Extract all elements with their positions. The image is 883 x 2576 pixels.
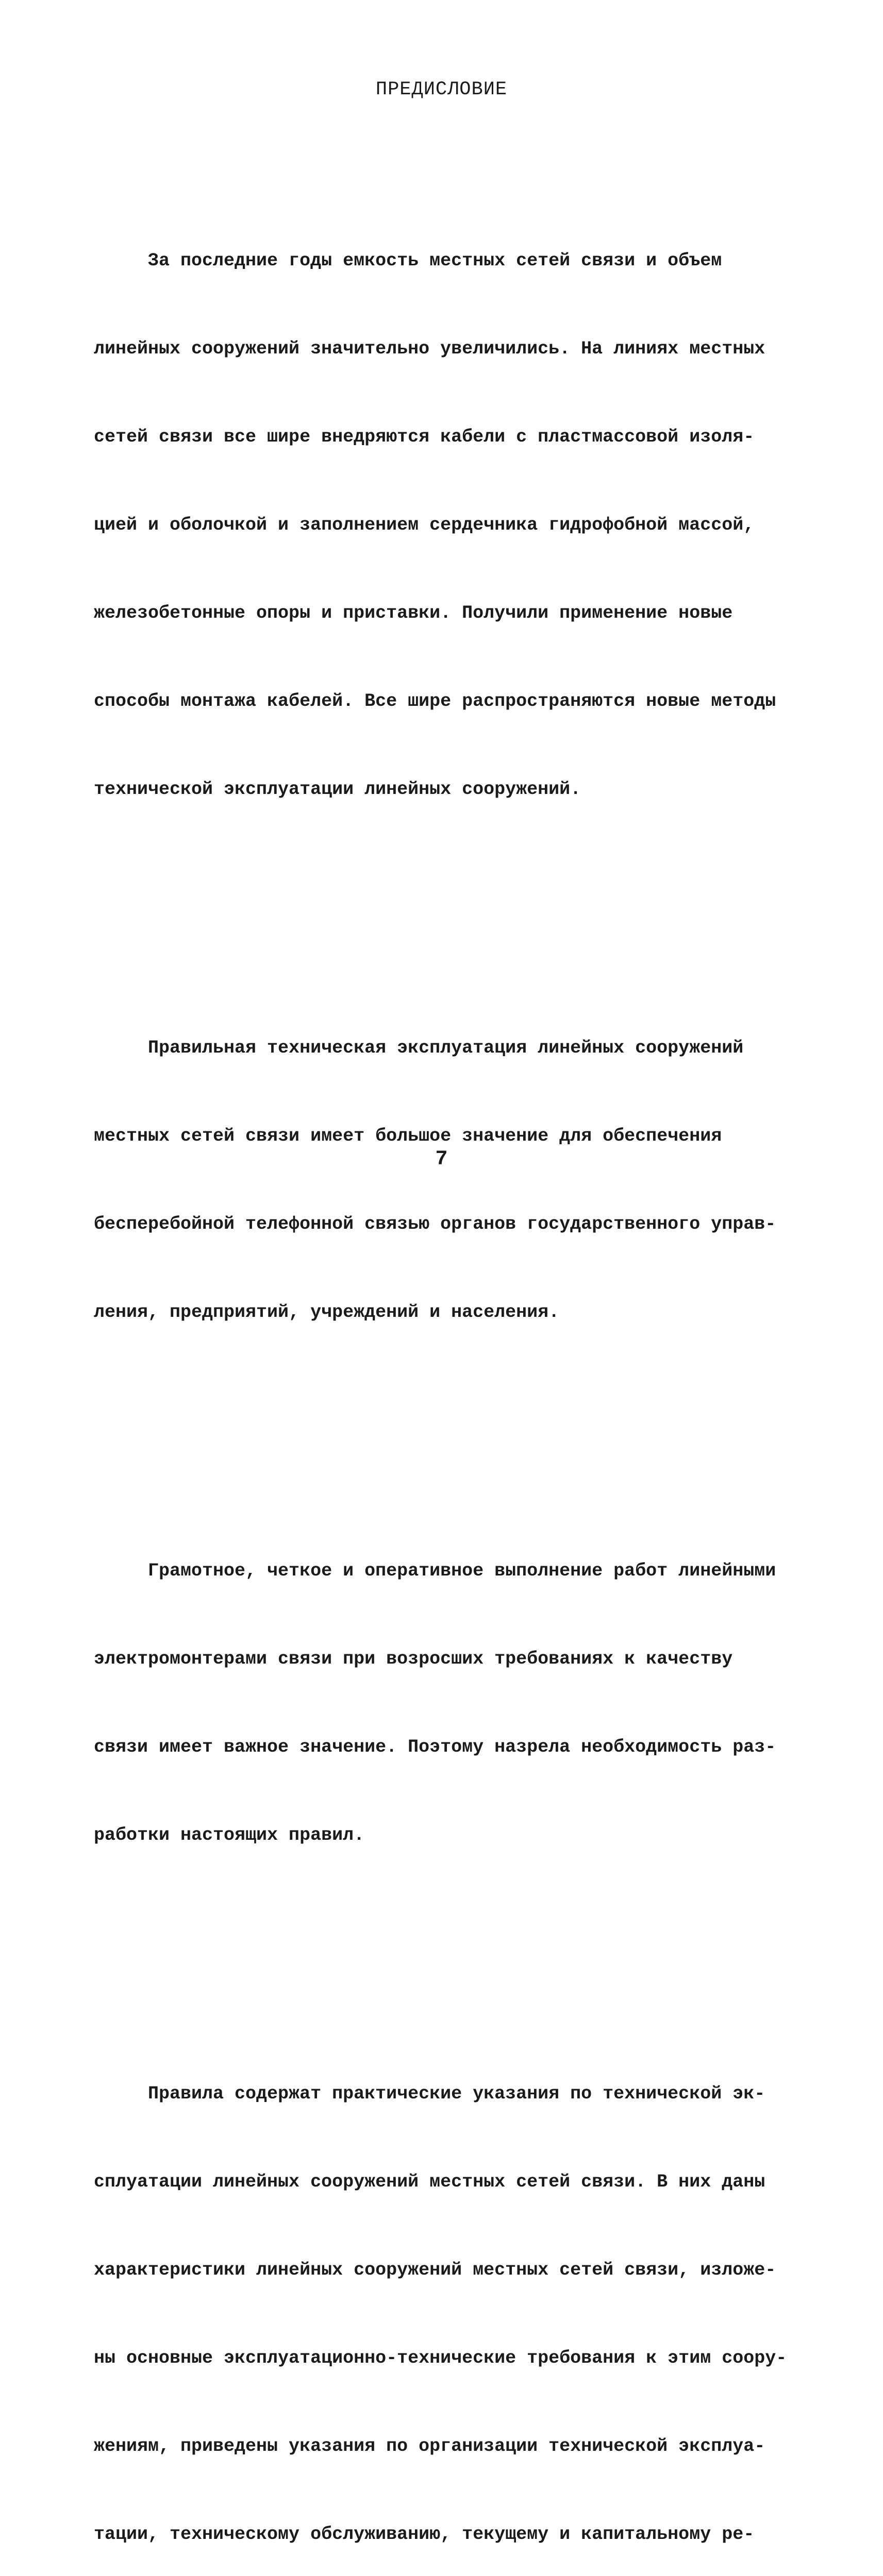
- text-line: Грамотное, четкое и оперативное выполнение работ линейными: [94, 1561, 776, 1581]
- text-line: электромонтерами связи при возросших требованиях к качеству: [94, 1649, 733, 1669]
- text-line: За последние годы емкость местных сетей связи и объем: [94, 250, 722, 271]
- text-line: Правила содержат практические указания по технической эк-: [94, 2083, 765, 2104]
- paragraph-importance: [94, 975, 810, 1386]
- text-line: местных сетей связи имеет большое значение для обеспечения: [94, 1126, 722, 1146]
- text-line: ны основные эксплуатационно-технические требования к этим соору-: [94, 2348, 787, 2368]
- text-line: сетей связи все шире внедряются кабели с пластмассовой изоля-: [94, 427, 755, 447]
- text-line: характеристики линейных сооружений местных сетей связи, изложе-: [94, 2260, 776, 2280]
- text-line: связи имеет важное значение. Поэтому назрела необходимость раз-: [94, 1737, 776, 1757]
- text-line: Правильная техническая эксплуатация линейных сооружений: [94, 1038, 744, 1058]
- text-line: линейных сооружений значительно увеличились. На линиях местных: [94, 338, 765, 359]
- page-title: ПРЕДИСЛОВИЕ: [375, 79, 508, 100]
- text-line: способы монтажа кабелей. Все шире распространяются новые методы: [94, 691, 776, 711]
- text-line: технической эксплуатации линейных сооружений.: [94, 779, 581, 800]
- text-line: сплуатации линейных сооружений местных сетей связи. В них даны: [94, 2172, 765, 2192]
- page-number: 7: [435, 1148, 448, 1171]
- paragraph-intro: [94, 188, 810, 863]
- paragraph-contents: [94, 2021, 810, 2576]
- text-line: работки настоящих правил.: [94, 1825, 365, 1845]
- text-line: цией и оболочкой и заполнением сердечника гидрофобной массой,: [94, 515, 755, 535]
- text-line: тации, техническому обслуживанию, текущему и капитальному ре-: [94, 2524, 755, 2545]
- text-line: ления, предприятий, учреждений и населения.: [94, 1302, 560, 1323]
- text-line: железобетонные опоры и приставки. Получили применение новые: [94, 603, 733, 623]
- body-text: [94, 129, 810, 2576]
- paragraph-need: [94, 1498, 810, 1909]
- text-line: жениям, приведены указания по организации технической эксплуа-: [94, 2436, 765, 2456]
- text-line: бесперебойной телефонной связью органов государственного управ-: [94, 1214, 776, 1234]
